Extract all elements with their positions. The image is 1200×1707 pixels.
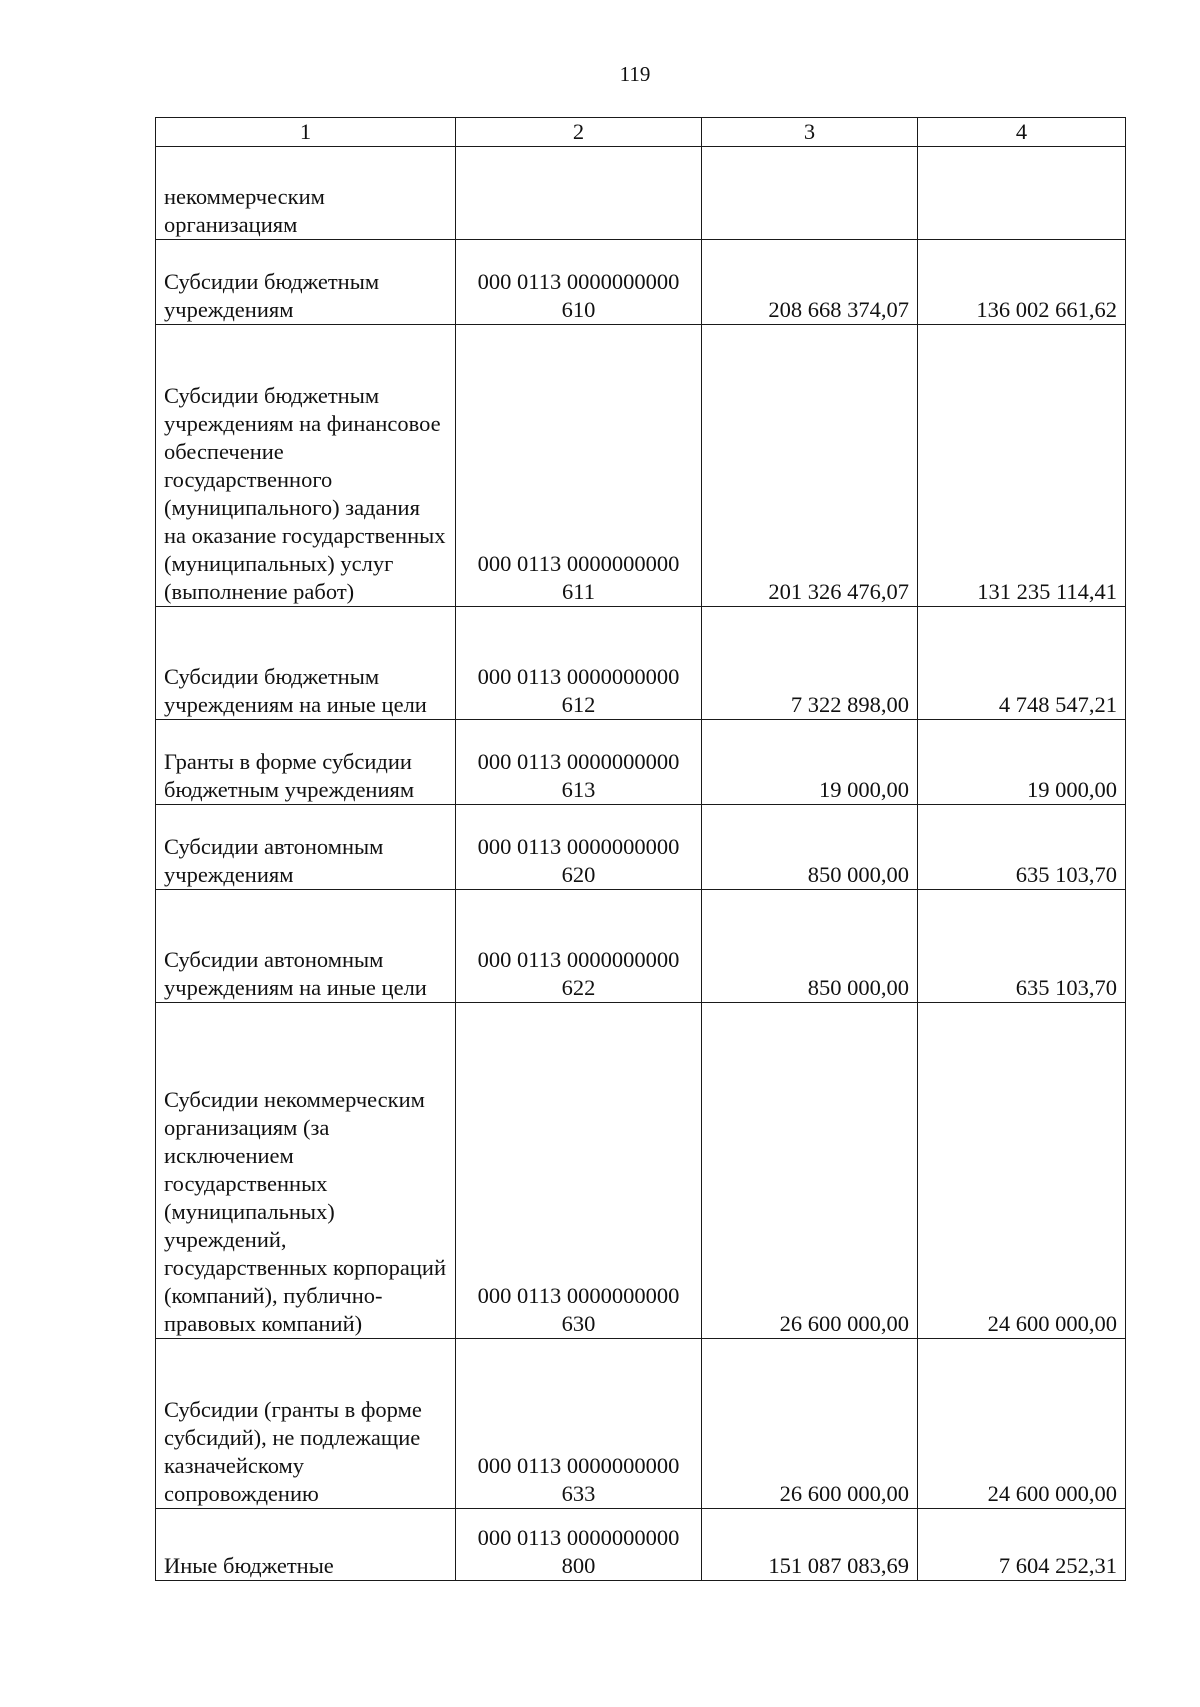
row-code-line1: 000 0113 0000000000 bbox=[477, 269, 680, 294]
row-code-line2: 633 bbox=[561, 1481, 596, 1506]
row-value-col3: 850 000,00 bbox=[702, 805, 918, 890]
row-code bbox=[456, 890, 702, 1003]
row-code-line1: 000 0113 0000000000 bbox=[477, 1453, 680, 1478]
table-row bbox=[156, 720, 1126, 805]
row-value-col3 bbox=[702, 147, 918, 240]
row-code-line2: 622 bbox=[561, 975, 596, 1000]
row-value-col3: 26 600 000,00 bbox=[702, 1339, 918, 1509]
row-code bbox=[456, 805, 702, 890]
row-code-line1: 000 0113 0000000000 bbox=[477, 1525, 680, 1550]
row-value-col3: 19 000,00 bbox=[702, 720, 918, 805]
row-value-col4: 24 600 000,00 bbox=[918, 1003, 1126, 1339]
row-code bbox=[456, 1003, 702, 1339]
row-name: Иные бюджетные bbox=[156, 1509, 456, 1581]
row-name: Субсидии некоммерческим организациям (за исключением государственных (муниципальных) учреждений, государственных корпораций (компаний), публично-правовых компаний) bbox=[156, 1003, 456, 1339]
row-code-line2: 800 bbox=[561, 1553, 596, 1578]
row-name: некоммерческим организациям bbox=[156, 147, 456, 240]
row-value-col3: 7 322 898,00 bbox=[702, 607, 918, 720]
column-header: 1 bbox=[156, 118, 456, 147]
row-value-col3: 201 326 476,07 bbox=[702, 325, 918, 607]
row-name: Субсидии автономным учреждениям bbox=[156, 805, 456, 890]
row-code-line1: 000 0113 0000000000 bbox=[477, 551, 680, 576]
row-code bbox=[456, 1509, 702, 1581]
row-name: Субсидии бюджетным учреждениям bbox=[156, 240, 456, 325]
row-value-col4: 19 000,00 bbox=[918, 720, 1126, 805]
row-name: Субсидии автономным учреждениям на иные цели bbox=[156, 890, 456, 1003]
row-code-line1: 000 0113 0000000000 bbox=[477, 749, 680, 774]
row-code-line1: 000 0113 0000000000 bbox=[477, 834, 680, 859]
row-code-line2: 611 bbox=[562, 579, 595, 604]
row-value-col4: 635 103,70 bbox=[918, 890, 1126, 1003]
row-value-col3: 208 668 374,07 bbox=[702, 240, 918, 325]
table-row bbox=[156, 1003, 1126, 1339]
row-name: Субсидии бюджетным учреждениям на финансовое обеспечение государственного (муниципального) задания на оказание государственных (муниципальных) услуг (выполнение работ) bbox=[156, 325, 456, 607]
row-value-col4: 131 235 114,41 bbox=[918, 325, 1126, 607]
row-value-col3: 26 600 000,00 bbox=[702, 1003, 918, 1339]
row-code-line1: 000 0113 0000000000 bbox=[477, 947, 680, 972]
table-row bbox=[156, 325, 1126, 607]
column-header: 4 bbox=[918, 118, 1126, 147]
row-code-line2: 610 bbox=[561, 297, 596, 322]
row-value-col4: 4 748 547,21 bbox=[918, 607, 1126, 720]
row-value-col3: 850 000,00 bbox=[702, 890, 918, 1003]
row-code-line1: 000 0113 0000000000 bbox=[477, 1283, 680, 1308]
row-value-col4: 136 002 661,62 bbox=[918, 240, 1126, 325]
row-name: Субсидии бюджетным учреждениям на иные цели bbox=[156, 607, 456, 720]
row-code-line2: 620 bbox=[561, 862, 596, 887]
row-code bbox=[456, 1339, 702, 1509]
table-row bbox=[156, 1339, 1126, 1509]
row-code bbox=[456, 720, 702, 805]
row-code bbox=[456, 607, 702, 720]
row-name: Субсидии (гранты в форме субсидий), не подлежащие казначейскому сопровождению bbox=[156, 1339, 456, 1509]
table-header-row bbox=[156, 118, 1126, 147]
column-header: 2 bbox=[456, 118, 702, 147]
row-value-col4 bbox=[918, 147, 1126, 240]
row-code-line2: 630 bbox=[561, 1311, 596, 1336]
row-code bbox=[456, 147, 702, 240]
row-value-col4: 635 103,70 bbox=[918, 805, 1126, 890]
row-code-line2: 613 bbox=[561, 777, 596, 802]
row-code-line1: 000 0113 0000000000 bbox=[477, 664, 680, 689]
row-value-col4: 24 600 000,00 bbox=[918, 1339, 1126, 1509]
table-row bbox=[156, 805, 1126, 890]
page-number: 119 bbox=[619, 62, 651, 86]
table-row bbox=[156, 1509, 1126, 1581]
table-row bbox=[156, 890, 1126, 1003]
row-value-col4: 7 604 252,31 bbox=[918, 1509, 1126, 1581]
row-name: Гранты в форме субсидии бюджетным учреждениям bbox=[156, 720, 456, 805]
row-code bbox=[456, 240, 702, 325]
table-row bbox=[156, 240, 1126, 325]
row-code-line2: 612 bbox=[561, 692, 596, 717]
table-row bbox=[156, 607, 1126, 720]
row-code bbox=[456, 325, 702, 607]
row-value-col3: 151 087 083,69 bbox=[702, 1509, 918, 1581]
budget-table bbox=[155, 117, 1126, 1581]
table-row bbox=[156, 147, 1126, 240]
column-header: 3 bbox=[702, 118, 918, 147]
